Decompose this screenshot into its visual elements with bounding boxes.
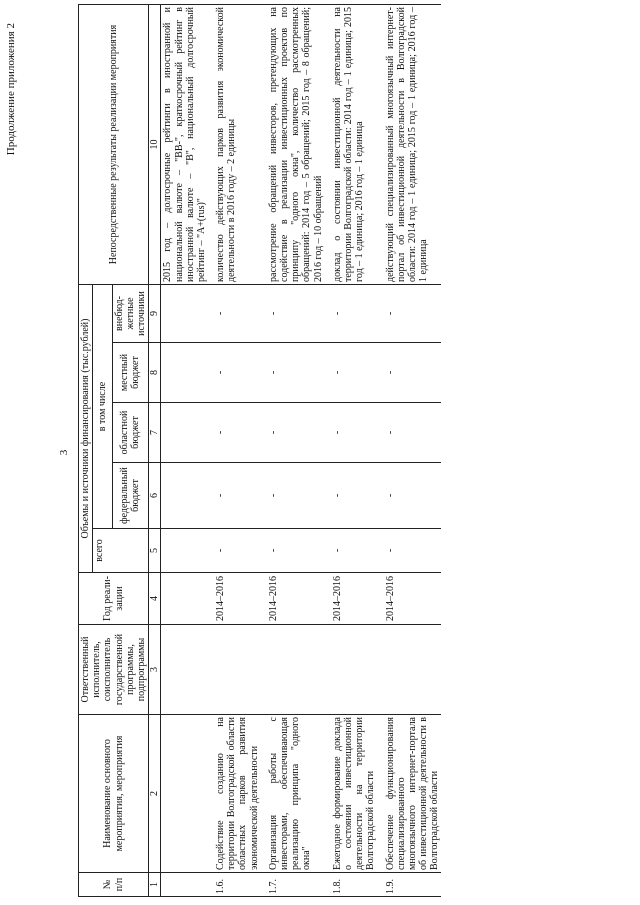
header-funding: Объемы и источники финансирования (тыс.рублей) [79,285,93,573]
row-year: 2014–2016 [331,573,378,625]
row-local: - [331,343,378,403]
table-row [384,5,442,897]
row-regional: - [331,403,378,463]
row-executor [214,625,261,715]
col-number: 7 [149,403,161,463]
header-offbudget: внебюд-жетные источники [112,285,149,343]
row-total: - [214,529,261,573]
table-row [161,5,208,897]
row-total: - [331,529,378,573]
header-incl: в том числе [93,285,112,529]
col-number: 1 [149,873,161,897]
row-regional: - [214,403,261,463]
header-num: № п/п [79,873,149,897]
row-executor [331,625,378,715]
row-federal: - [384,463,442,529]
prev-result-text: 2015 год – долгосрочные рейтинги в иностранной и национальной валюте – "BB-", краткосрочный рейтинг в иностранной валюте – "B", национальный долгосрочный рейтинг – "A+(rus)" [161,5,208,285]
page-number: 3 [58,449,70,456]
column-number-row [149,5,161,897]
header-executor: Ответственный исполнитель, соисполнитель государственной программы, подпрограммы [79,625,149,715]
row-regional: - [384,403,442,463]
col-number: 6 [149,463,161,529]
row-number: 1.8. [331,873,378,897]
row-offbudget: - [384,285,442,343]
header-results: Непосредственные результаты реализации мероприятия [79,5,149,285]
table-row [267,5,325,897]
table-row [331,5,378,897]
row-name: Ежегодное формирование доклада о состоянии инвестиционной деятельности на территории Волгоградской области [331,715,378,873]
row-offbudget: - [214,285,261,343]
continuation-label: Продолжение приложения 2 [5,23,17,156]
header-year: Год реали-зации [79,573,149,625]
col-number: 5 [149,529,161,573]
row-executor [384,625,442,715]
row-total: - [267,529,325,573]
row-number: 1.7. [267,873,325,897]
col-number: 3 [149,625,161,715]
col-number: 2 [149,715,161,873]
row-regional: - [267,403,325,463]
row-offbudget: - [331,285,378,343]
table-row [214,5,261,897]
header-total: всего [93,529,149,573]
col-number: 8 [149,343,161,403]
col-number: 4 [149,573,161,625]
row-result: действующий специализированный многоязычный интернет-портал об инвестиционной деятельности в Волгоградской области: 2014 год – 1 единица; 2015 год – 1 единица; 2016 год – 1 единица [384,5,442,285]
row-local: - [267,343,325,403]
row-local: - [384,343,442,403]
row-name: Обеспечение функционирования специализированного многоязычного интернет-портала об инвестиционной деятельности в Волгоградской области [384,715,442,873]
row-number: 1.6. [214,873,261,897]
row-result: доклад о состоянии инвестиционной деятельности на территории Волгоградской области: 2014 год – 1 единица; 2015 год – 1 единица; 2016 год – 1 единица [331,5,378,285]
row-executor [267,625,325,715]
row-federal: - [267,463,325,529]
row-year: 2014–2016 [267,573,325,625]
col-number: 10 [149,5,161,285]
row-offbudget: - [267,285,325,343]
header-local: местный бюджет [112,343,149,403]
row-local: - [214,343,261,403]
program-table [78,4,441,897]
row-number: 1.9. [384,873,442,897]
header-federal: федеральный бюджет [112,463,149,529]
row-result: рассмотрение обращений инвесторов, претендующих на содействие в реализации инвестиционных проектов по принципу "одного окна", количество рассмотренных обращений: 2014 год – 5 обращений; 2015 год – 8 обращений; 2016 год – 10 обращений [267,5,325,285]
row-name: Содействие созданию на территории Волгоградской области областных парков развития экономической деятельности [214,715,261,873]
row-result: количество действующих парков развития экономической деятельности в 2016 году – 2 единицы [214,5,261,285]
row-federal: - [331,463,378,529]
row-total: - [384,529,442,573]
header-regional: областной бюджет [112,403,149,463]
row-year: 2014–2016 [384,573,442,625]
row-federal: - [214,463,261,529]
header-name: Наименование основного мероприятия, мероприятия [79,715,149,873]
col-number: 9 [149,285,161,343]
row-year: 2014–2016 [214,573,261,625]
row-name: Организация работы с инвесторами, обеспечивающая реализацию принципа "одного окна" [267,715,325,873]
